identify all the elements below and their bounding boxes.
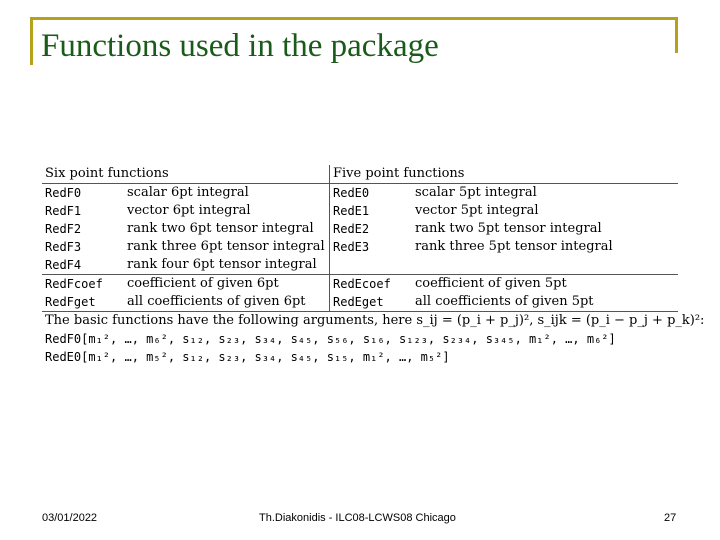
table-row-desc-right: coefficient of given 5pt bbox=[415, 276, 567, 291]
table-row-desc-right: vector 5pt integral bbox=[415, 203, 539, 218]
table-row-desc-right: rank two 5pt tensor integral bbox=[415, 221, 602, 236]
table-row-name-left: RedFget bbox=[45, 295, 96, 309]
table-row-desc-right: rank three 5pt tensor integral bbox=[415, 239, 613, 254]
table-row-desc-left: scalar 6pt integral bbox=[124, 184, 330, 202]
table-row-name-left: RedF3 bbox=[45, 240, 82, 254]
table-row-name-right bbox=[330, 256, 412, 275]
top-accent-line bbox=[30, 17, 678, 20]
right-header: Five point functions bbox=[330, 165, 678, 184]
table-row-desc-right: all coefficients of given 5pt bbox=[415, 294, 594, 309]
left-header: Six point functions bbox=[42, 165, 330, 184]
signature-rede0: RedE0[m₁², …, m₅², s₁₂, s₂₃, s₃₄, s₄₅, s₁₅, m₁², …, m₅²] bbox=[45, 350, 450, 364]
slide-title: Functions used in the package bbox=[41, 28, 439, 64]
table-row-desc-left: vector 6pt integral bbox=[124, 202, 330, 220]
table-row-desc-left: rank three 6pt tensor integral bbox=[124, 238, 330, 256]
footer-center: Th.Diakonidis - ILC08-LCWS08 Chicago bbox=[259, 512, 456, 524]
functions-table bbox=[42, 165, 705, 366]
page-number: 27 bbox=[664, 512, 677, 524]
table-row-name-left: RedF0 bbox=[45, 186, 82, 200]
table-row-name-left: RedF4 bbox=[42, 256, 124, 275]
table-row-desc-right: scalar 5pt integral bbox=[415, 185, 537, 200]
table-row-desc-right bbox=[412, 256, 678, 275]
table-row-name-right: RedE3 bbox=[333, 240, 370, 254]
table-grid bbox=[42, 165, 678, 311]
table-row-name-right: RedEget bbox=[333, 295, 384, 309]
table-row-name-right: RedEcoef bbox=[333, 277, 391, 291]
table-row-desc-left: rank two 6pt tensor integral bbox=[124, 220, 330, 238]
table-row-name-right: RedE0 bbox=[333, 186, 370, 200]
arguments-description: The basic functions have the following arguments, here s_ij = (p_i + p_j)², s_ijk = (p_i − p_j + p_k)²: bbox=[42, 311, 678, 330]
table-row-name-right: RedE2 bbox=[333, 222, 370, 236]
table-row-desc-left: rank four 6pt tensor integral bbox=[124, 256, 330, 275]
signature-redf0: RedF0[m₁², …, m₆², s₁₂, s₂₃, s₃₄, s₄₅, s₅₆, s₁₆, s₁₂₃, s₂₃₄, s₃₄₅, m₁², …, m₆²] bbox=[45, 332, 616, 346]
right-accent-line bbox=[675, 17, 678, 53]
table-row-name-left: RedFcoef bbox=[45, 277, 103, 291]
table-row-name-left: RedF1 bbox=[45, 204, 82, 218]
table-row-name-left: RedF2 bbox=[45, 222, 82, 236]
footer-date: 03/01/2022 bbox=[42, 512, 98, 524]
table-row-desc-left: all coefficients of given 6pt bbox=[124, 293, 330, 311]
table-row-name-right: RedE1 bbox=[333, 204, 370, 218]
left-accent-line bbox=[30, 17, 33, 65]
table-row-desc-left: coefficient of given 6pt bbox=[124, 275, 330, 293]
